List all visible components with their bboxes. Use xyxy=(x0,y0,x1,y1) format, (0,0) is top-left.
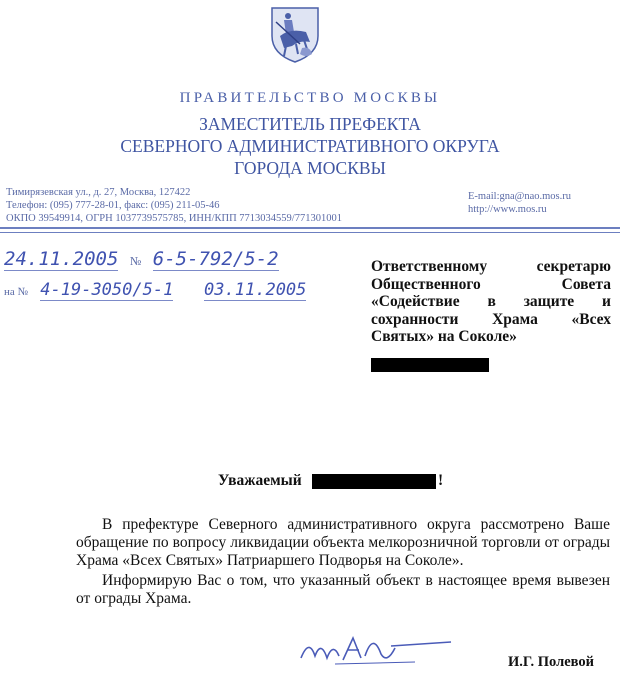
number-label: № xyxy=(129,254,142,268)
greeting-word: Уважаемый xyxy=(218,472,302,489)
email-link[interactable]: E-mail:gna@nao.mos.ru xyxy=(468,191,571,202)
department-line-1: ЗАМЕСТИТЕЛЬ ПРЕФЕКТА xyxy=(199,114,421,134)
addressee-block: Ответственному секретарю Общественного Совета «Содействие в защите и сохранности Храма «Всех Святых» на Соколе» xyxy=(371,258,611,346)
address-line-3: ОКПО 39549914, ОГРН 1037739575785, ИНН/КПП 7713034559/771301001 xyxy=(6,213,342,224)
redacted-recipient-name xyxy=(312,474,436,489)
greeting xyxy=(218,472,302,490)
body-paragraph-2 xyxy=(76,572,610,608)
body-paragraph-1 xyxy=(76,516,610,569)
redacted-addressee-name xyxy=(371,358,489,372)
signatory-name: И.Г. Полевой xyxy=(508,654,594,670)
body-text-2: Информирую Вас о том, что указанный объект в настоящее время вывезен от ограды Храма. xyxy=(76,572,610,607)
greeting-end: ! xyxy=(438,472,444,489)
registration-number: 6-5-792/5-2 xyxy=(152,248,279,270)
registration-line xyxy=(4,248,279,270)
department-line-3: ГОРОДА МОСКВЫ xyxy=(234,158,386,178)
moscow-coat-of-arms-icon xyxy=(266,2,324,64)
header-divider-thin xyxy=(0,232,620,233)
department-line-2: СЕВЕРНОГО АДМИНИСТРАТИВНОГО ОКРУГА xyxy=(120,136,500,156)
address-line-2: Телефон: (095) 777-28-01, факс: (095) 211-05-46 xyxy=(6,200,220,211)
reference-prefix: на № xyxy=(4,286,29,298)
registration-date: 24.11.2005 xyxy=(4,248,119,270)
body-text-1: В префектуре Северного административного округа рассмотрено Ваше обращение по вопросу ликвидации объекта мелкорозничной торговли от ограды Храма «Всех Святых» Патриаршего Подворья на Соколе». xyxy=(76,516,610,569)
address-line-1: Тимирязевская ул., д. 27, Москва, 127422 xyxy=(6,187,191,198)
reference-date: 03.11.2005 xyxy=(204,280,307,300)
government-title: ПРАВИТЕЛЬСТВО МОСКВЫ xyxy=(179,90,441,106)
reference-line xyxy=(4,280,306,300)
header-divider xyxy=(0,227,620,229)
website-link[interactable]: http://www.mos.ru xyxy=(468,204,547,215)
handwritten-signature xyxy=(295,628,455,670)
reference-number: 4-19-3050/5-1 xyxy=(40,280,174,300)
